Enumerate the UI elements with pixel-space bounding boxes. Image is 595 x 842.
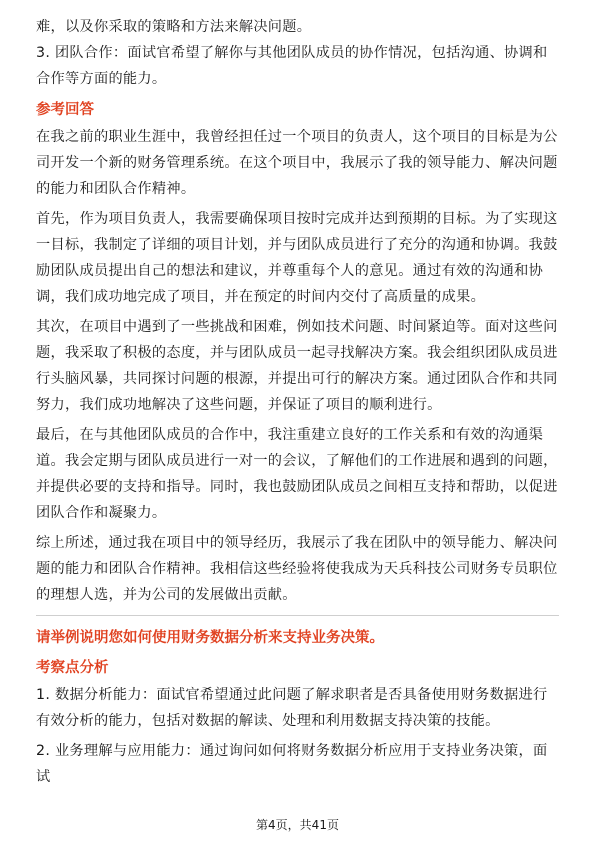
section-divider xyxy=(36,615,559,616)
answer-paragraph: 综上所述，通过我在项目中的领导经历，我展示了我在团队中的领导能力、解决问题的能力和团队合作精神。我相信这些经验将使我成为天兵科技公司财务专员职位的理想人选，并为公司的发展做出贡献。 xyxy=(36,535,558,603)
assessment-point-teamwork: 3. 团队合作：面试官希望了解你与其他团队成员的协作情况，包括沟通、协调和合作等方面的能力。 xyxy=(36,45,548,87)
intro-line-continuation: 难，以及你采取的策略和方法来解决问题。 xyxy=(36,19,312,35)
answer-paragraph: 首先，作为项目负责人，我需要确保项目按时完成并达到预期的目标。为了实现这一目标，我制定了详细的项目计划，并与团队成员进行了充分的沟通和协调。我鼓励团队成员提出自己的想法和建议，并尊重每个人的意见。通过有效的沟通和协调，我们成功地完成了项目，并在预定的时间内交付了高质量的成果。 xyxy=(36,211,558,305)
analysis-point: 1. 数据分析能力：面试官希望通过此问题了解求职者是否具备使用财务数据进行有效分析的能力，包括对数据的解读、处理和利用数据支持决策的技能。 xyxy=(36,687,548,729)
page-content xyxy=(36,14,559,790)
answer-paragraph: 其次，在项目中遇到了一些挑战和困难，例如技术问题、时间紧迫等。面对这些问题，我采取了积极的态度，并与团队成员一起寻找解决方案。我会组织团队成员进行头脑风暴，共同探讨问题的根源，并提出可行的解决方案。通过团队合作和共同努力，我们成功地解决了这些问题，并保证了项目的顺利进行。 xyxy=(36,319,558,413)
analysis-heading: 考察点分析 xyxy=(36,660,109,676)
answer-paragraph: 最后，在与其他团队成员的合作中，我注重建立良好的工作关系和有效的沟通渠道。我会定期与团队成员进行一对一的会议，了解他们的工作进展和遇到的问题，并提供必要的支持和指导。同时，我也鼓励团队成员之间相互支持和帮助，以促进团队合作和凝聚力。 xyxy=(36,427,558,521)
page-number-footer: 第4页，共41页 xyxy=(256,818,339,832)
analysis-point: 2. 业务理解与应用能力：通过询问如何将财务数据分析应用于支持业务决策，面试 xyxy=(36,743,548,785)
answer-paragraph: 在我之前的职业生涯中，我曾经担任过一个项目的负责人，这个项目的目标是为公司开发一个新的财务管理系统。在这个项目中，我展示了我的领导能力、解决问题的能力和团队合作精神。 xyxy=(36,129,558,197)
interview-question: 请举例说明您如何使用财务数据分析来支持业务决策。 xyxy=(36,630,384,646)
reference-answer-heading: 参考回答 xyxy=(36,102,94,118)
